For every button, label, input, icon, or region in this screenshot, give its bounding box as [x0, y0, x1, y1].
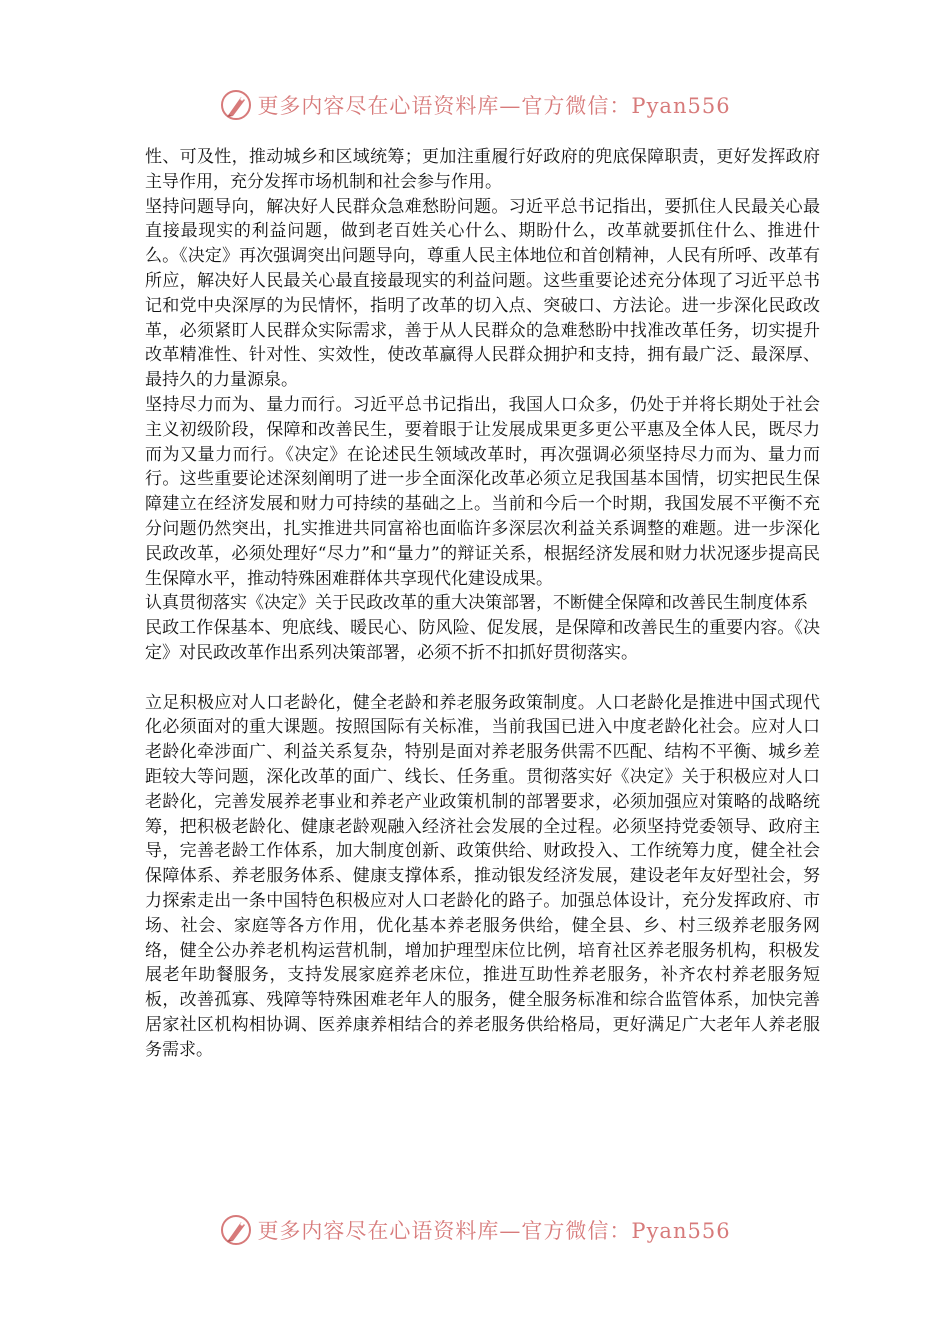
footer-banner: [0, 1210, 950, 1250]
paragraph: 坚持问题导向，解决好人民群众急难愁盼问题。习近平总书记指出，要抓住人民最关心最直接最现实的利益问题，做到老百姓关心什么、期盼什么，改革就要抓住什么、推进什么。《决定》再次强调突出问题导向，尊重人民主体地位和首创精神，人民有所呼、改革有所应，解决好人民最关心最直接最现实的利益问题。这些重要论述充分体现了习近平总书记和党中央深厚的为民情怀，指明了改革的切入点、突破口、方法论。进一步深化民政改革，必须紧盯人民群众实际需求，善于从人民群众的急难愁盼中找准改革任务，切实提升改革精准性、针对性、实效性，使改革赢得人民群众拥护和支持，拥有最广泛、最深厚、最持久的力量源泉。: [145, 196, 820, 391]
paragraph: 民政工作保基本、兜底线、暖民心、防风险、促发展，是保障和改善民生的重要内容。《决定》对民政改革作出系列决策部署，必须不折不扣抓好贯彻落实。: [145, 618, 820, 663]
header-banner: [0, 85, 950, 125]
pen-nib-logo-icon: [219, 1213, 253, 1247]
document-body: [145, 145, 820, 1062]
paragraph: 立足积极应对人口老龄化，健全老龄和养老服务政策制度。人口老龄化是推进中国式现代化必须面对的重大课题。按照国际有关标准，当前我国已进入中度老龄化社会。应对人口老龄化牵涉面广、利益关系复杂，特别是面对养老服务供需不匹配、结构不平衡、城乡差距较大等问题，深化改革的面广、线长、任务重。贯彻落实好《决定》关于积极应对人口老龄化，完善发展养老事业和养老产业政策机制的部署要求，必须加强应对策略的战略统筹，把积极老龄化、健康老龄观融入经济社会发展的全过程。必须坚持党委领导、政府主导，完善老龄工作体系，加大制度创新、政策供给、财政投入、工作统筹力度，健全社会保障体系、养老服务体系、健康支撑体系，推动银发经济发展，建设老年友好型社会，努力探索走出一条中国特色积极应对人口老龄化的路子。加强总体设计，充分发挥政府、市场、社会、家庭等各方作用，优化基本养老服务供给，健全县、乡、村三级养老服务网络，健全公办养老机构运营机制，增加护理型床位比例，培育社区养老服务机构，积极发展老年助餐服务，支持发展家庭养老床位，推进互助性养老服务，补齐农村养老服务短板，改善孤寡、残障等特殊困难老年人的服务，健全服务标准和综合监管体系，加快完善居家社区机构相协调、医养康养相结合的养老服务供给格局，更好满足广大老年人养老服务需求。: [145, 692, 820, 1060]
paragraph: 性、可及性，推动城乡和区域统筹；更加注重履行好政府的兜底保障职责，更好发挥政府主导作用，充分发挥市场机制和社会参与作用。: [145, 147, 820, 192]
banner-text: 更多内容尽在心语资料库—官方微信：Pyan556: [257, 94, 731, 118]
section-heading: 认真贯彻落实《决定》关于民政改革的重大决策部署，不断健全保障和改善民生制度体系: [145, 593, 808, 614]
banner-text: 更多内容尽在心语资料库—官方微信：Pyan556: [257, 1219, 731, 1243]
pen-nib-logo-icon: [219, 88, 253, 122]
paragraph: 坚持尽力而为、量力而行。习近平总书记指出，我国人口众多，仍处于并将长期处于社会主义初级阶段，保障和改善民生，要着眼于让发展成果更多更公平惠及全体人民，既尽力而为又量力而行。《决定》在论述民生领域改革时，再次强调必须坚持尽力而为、量力而行。这些重要论述深刻阐明了进一步全面深化改革必须立足我国基本国情，切实把民生保障建立在经济发展和财力可持续的基础之上。当前和今后一个时期，我国发展不平衡不充分问题仍然突出，扎实推进共同富裕也面临许多深层次利益关系调整的难题。进一步深化民政改革，必须处理好“尽力”和“量力”的辩证关系，根据经济发展和财力状况逐步提高民生保障水平，推动特殊困难群体共享现代化建设成果。: [145, 394, 820, 589]
